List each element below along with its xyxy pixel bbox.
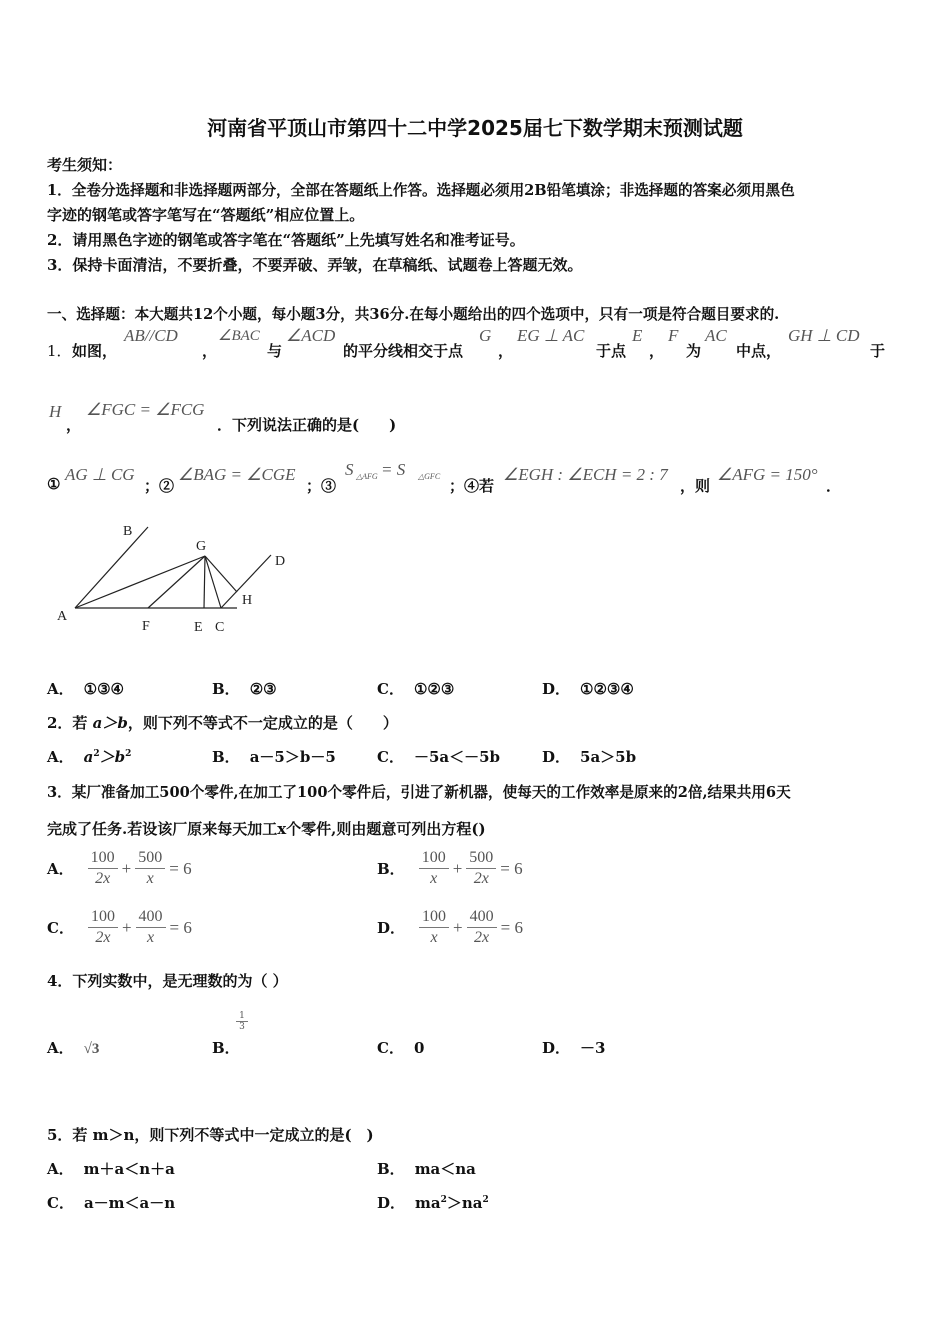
q1-text: ， <box>202 342 218 360</box>
q1-math: ∠BAG = ∠CGE <box>178 465 296 484</box>
q1-text: 如图， <box>72 342 118 360</box>
q1-text: ， <box>498 342 514 360</box>
section-heading: 一、选择题：本大题共12个小题，每小题3分，共36分.在每小题给出的四个选项中，只有一项是符合题目要求的. <box>47 306 780 323</box>
figure-label: G <box>196 539 207 554</box>
q1-number: 1． <box>47 342 72 360</box>
notice-item: 字迹的钢笔或答字笔写在“答题纸”相应位置上。 <box>47 206 365 224</box>
q1-figure <box>45 515 305 645</box>
q3-option-a[interactable]: A． $\frac{100}{2x}$ + $\frac{500}{x}$ = 6 <box>47 849 192 887</box>
q1-math: S <box>345 460 354 479</box>
q4-option-d[interactable]: D． －3 <box>542 1039 606 1057</box>
q4-option-b-fraction: 1 3 <box>236 1011 248 1032</box>
q1-option-a[interactable]: A． ①③④ <box>47 680 124 698</box>
q1-math: ∠BAC <box>218 328 260 344</box>
q1-math: AB//CD <box>124 326 178 345</box>
q1-math: ∠EGH : ∠ECH = 2 : 7 <box>503 465 668 484</box>
q1-option-c[interactable]: C． ①②③ <box>377 680 455 698</box>
q3-stem: 完成了任务.若设该厂原来每天加工x个零件,则由题意可列出方程() <box>47 820 486 838</box>
q2-stem: 2．若 a＞b，则下列不等式不一定成立的是（ ） <box>47 714 398 732</box>
q1-math: EG ⊥ AC <box>517 326 585 345</box>
q3-option-b[interactable]: B． $\frac{100}{x}$ + $\frac{500}{2x}$ = 6 <box>377 849 523 887</box>
q1-statement: ① <box>47 475 61 493</box>
line-GE <box>204 556 205 608</box>
figure-label: C <box>215 620 225 635</box>
q4-option-c[interactable]: C． 0 <box>377 1039 425 1057</box>
q1-text: ．下列说法正确的是( ) <box>217 416 397 434</box>
line-GH <box>205 556 237 592</box>
q1-statement: ，则 <box>680 477 711 495</box>
q1-math: ∠AFG = 150° <box>717 465 818 484</box>
q4-option-b[interactable]: B． <box>212 1039 240 1057</box>
q1-math: H <box>49 402 62 421</box>
line-AB <box>75 527 148 608</box>
figure-label: A <box>57 609 68 624</box>
q1-statement: ；③ <box>306 477 337 495</box>
q1-math: G <box>479 326 492 345</box>
figure-label: F <box>142 619 150 634</box>
line-AG <box>75 556 205 608</box>
q1-math: F <box>668 326 679 345</box>
figure-label: H <box>242 593 253 608</box>
q2-option-a[interactable]: A． $a^2>b^2$ <box>47 748 132 766</box>
q3-option-d[interactable]: D． $\frac{100}{x}$ + $\frac{400}{2x}$ = 6 <box>377 908 523 946</box>
q1-text: 为 <box>686 342 702 360</box>
line-GC <box>205 556 221 608</box>
q5-option-a[interactable]: A． m＋a＜n＋a <box>47 1160 175 1178</box>
q1-text: 与 <box>267 342 283 360</box>
q4-stem: 4．下列实数中，是无理数的为（ ） <box>47 972 288 990</box>
q1-statement: ；④若 <box>449 477 495 495</box>
q1-text: 于点 <box>596 342 627 360</box>
q2-option-c[interactable]: C． －5a＜－5b <box>377 748 501 766</box>
q1-math: E <box>632 326 643 345</box>
q1-text: ， <box>649 342 665 360</box>
q1-math: = S <box>381 460 406 479</box>
q1-statement: ；② <box>144 477 175 495</box>
notice-item: 3．保持卡面清洁，不要折叠，不要弄破、弄皱，在草稿纸、试题卷上答题无效。 <box>47 256 583 274</box>
q3-stem: 3．某厂准备加工500个零件,在加工了100个零件后，引进了新机器，使每天的工作效率是原来的2倍,结果共用6天 <box>47 784 791 801</box>
q1-math: GH ⊥ CD <box>788 326 860 345</box>
q1-text: 中点， <box>736 342 782 360</box>
q5-option-b[interactable]: B． ma＜na <box>377 1160 476 1178</box>
q3-option-c[interactable]: C． $\frac{100}{2x}$ + $\frac{400}{x}$ = 6 <box>47 908 192 946</box>
notice-item: 1．全卷分选择题和非选择题两部分，全部在答题纸上作答。选择题必须用2B铅笔填涂；非选择题的答案必须用黑色 <box>47 182 795 199</box>
q1-math: ∠ACD <box>286 326 336 345</box>
q1-option-d[interactable]: D． ①②③④ <box>542 680 634 698</box>
figure-label: D <box>275 554 286 569</box>
q5-option-d[interactable]: D． $ma^2>na^2$ <box>377 1194 489 1212</box>
q5-option-c[interactable]: C． a－m＜a－n <box>47 1194 176 1212</box>
notice-item: 2．请用黑色字迹的钢笔或答字笔在“答题纸”上先填写姓名和准考证号。 <box>47 231 525 249</box>
q1-text: 的平分线相交于点 <box>343 342 464 360</box>
notice-heading: 考生须知： <box>47 156 123 174</box>
page-title: 河南省平顶山市第四十二中学2025届七下数学期末预测试题 <box>207 116 743 140</box>
q1-text: ， <box>66 416 82 434</box>
q1-math: △AFG <box>356 472 378 481</box>
q1-math: △GFC <box>418 472 441 481</box>
q4-option-a[interactable]: A． √3 <box>47 1039 100 1057</box>
figure-label: E <box>194 620 203 635</box>
q1-statement: ． <box>826 477 842 495</box>
q2-option-d[interactable]: D． 5a＞5b <box>542 748 637 766</box>
line-GF <box>148 556 205 608</box>
q1-text: 于 <box>870 342 886 360</box>
q1-math: ∠FGC = ∠FCG <box>86 400 205 419</box>
q1-math: AC <box>705 326 727 345</box>
q1-math: AG ⊥ CG <box>65 465 135 484</box>
q5-stem: 5．若 m＞n，则下列不等式中一定成立的是( ) <box>47 1126 374 1144</box>
q1-option-b[interactable]: B． ②③ <box>212 680 277 698</box>
figure-label: B <box>123 524 133 539</box>
q2-option-b[interactable]: B． a－5＞b－5 <box>212 748 336 766</box>
